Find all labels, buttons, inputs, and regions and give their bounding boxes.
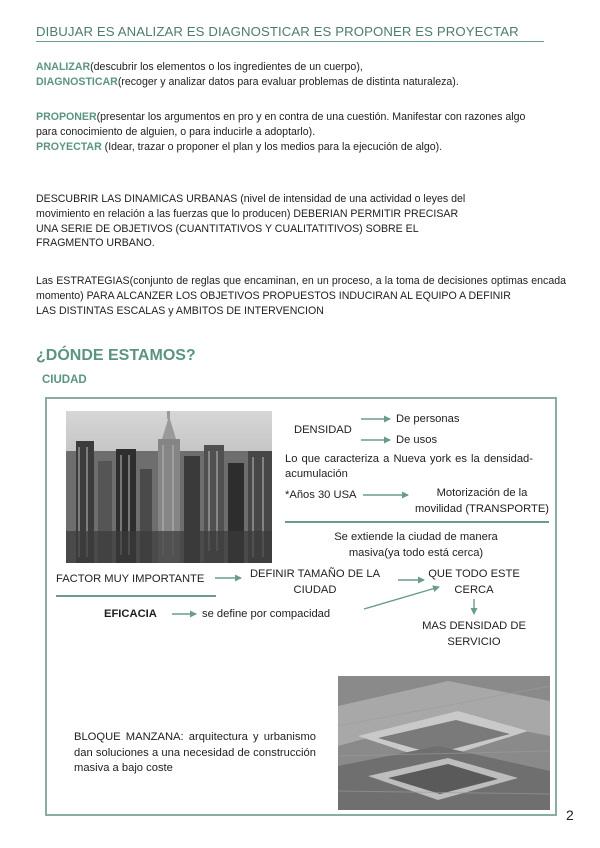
estrategias-text: Las ESTRATEGIAS(conjunto de reglas que encaminan, en un proceso, a la toma de decisiones optimas encada momento) PARA ALCANZER LOS OBJETIVOS PROPUESTOS INDUCIRAN AL EQUIPO A DEFINIR <box>36 275 566 302</box>
def-proyectar: (Idear, trazar o proponer el plan y los medios para la ejecución de algo). <box>101 140 443 153</box>
factor-label: FACTOR MUY IMPORTANTE <box>56 573 205 585</box>
se-extiende-line-1: Se extiende la ciudad de manera <box>334 531 498 543</box>
def-analizar: (descubrir los elementos o los ingredientes de un cuerpo), <box>90 61 363 73</box>
descubrir-line: UNA SERIE DE OBJETIVOS (CUANTITATIVOS Y CUALITATITIVOS) SOBRE EL <box>36 222 419 235</box>
descubrir-line: FRAGMENTO URBANO. <box>36 237 155 250</box>
nueva-york-text: Lo que caracteriza a Nueva york es la densidad- acumulación <box>285 453 533 480</box>
paragraph-descubrir <box>36 192 566 251</box>
paragraph-estrategias <box>36 274 566 318</box>
definitions-block-2 <box>36 110 566 154</box>
mas-densidad-line-1: MAS DENSIDAD DE <box>422 620 526 632</box>
definir-line-2: CIUDAD <box>293 584 337 596</box>
nyc-skyline-photo <box>66 411 272 563</box>
subsection-heading: CIUDAD <box>42 374 87 386</box>
de-usos-label: De usos <box>396 434 438 446</box>
keyword-proponer: PROPONER <box>36 111 97 123</box>
densidad-label: DENSIDAD <box>294 424 352 436</box>
keyword-analizar: ANALIZAR <box>36 61 91 73</box>
anios-30-label: *Años 30 USA <box>285 489 357 501</box>
definitions-block-1 <box>36 60 566 90</box>
bloque-manzana-text: BLOQUE MANZANA: arquitectura y urbanismo dan soluciones a una necesidad de construcción masiva a bajo coste <box>74 731 316 774</box>
de-personas-label: De personas <box>396 413 460 425</box>
motorizacion-line-2: movilidad (TRANSPORTE) <box>414 503 550 515</box>
se-extiende-line-2: masiva(ya todo está cerca) <box>348 547 484 559</box>
def-diagnosticar: (recoger y analizar datos para evaluar problemas de distinta naturaleza). <box>117 75 459 88</box>
def-proponer-cont: para conocimiento de alguien, o para inducirle a adoptarlo). <box>36 125 316 138</box>
def-proponer: (presentar los argumentos en pro y en contra de una cuestión. Manifestar con razones algo <box>96 111 526 123</box>
mas-densidad-line-2: SERVICIO <box>447 636 501 648</box>
keyword-proyectar: PROYECTAR <box>36 140 102 153</box>
page-number: 2 <box>566 807 574 823</box>
divider-line <box>56 595 216 597</box>
estrategias-last: LAS DISTINTAS ESCALAS y AMBITOS DE INTERVENCION <box>36 304 324 317</box>
bloque-manzana-photo <box>338 676 550 810</box>
que-todo-line-2: CERCA <box>454 584 494 596</box>
descubrir-line: movimiento en relación a las fuerzas que lo producen) DEBERIAN PERMITIR PRECISAR <box>36 207 459 220</box>
section-heading: ¿DÓNDE ESTAMOS? <box>36 347 196 364</box>
eficacia-label: EFICACIA <box>104 608 157 620</box>
compacidad-label: se define por compacidad <box>202 608 331 620</box>
keyword-diagnosticar: DIAGNOSTICAR <box>36 75 118 88</box>
descubrir-line: DESCUBRIR LAS DINAMICAS URBANAS (nivel de intensidad de una actividad o leyes del <box>36 193 466 205</box>
que-todo-line-1: QUE TODO ESTE <box>428 568 520 580</box>
page-title: DIBUJAR ES ANALIZAR ES DIAGNOSTICAR ES PROPONER ES PROYECTAR <box>36 24 544 42</box>
motorizacion-line-1: Motorización de la <box>436 487 528 499</box>
divider-line <box>285 521 549 523</box>
definir-line-1: DEFINIR TAMAÑO DE LA <box>249 568 381 580</box>
